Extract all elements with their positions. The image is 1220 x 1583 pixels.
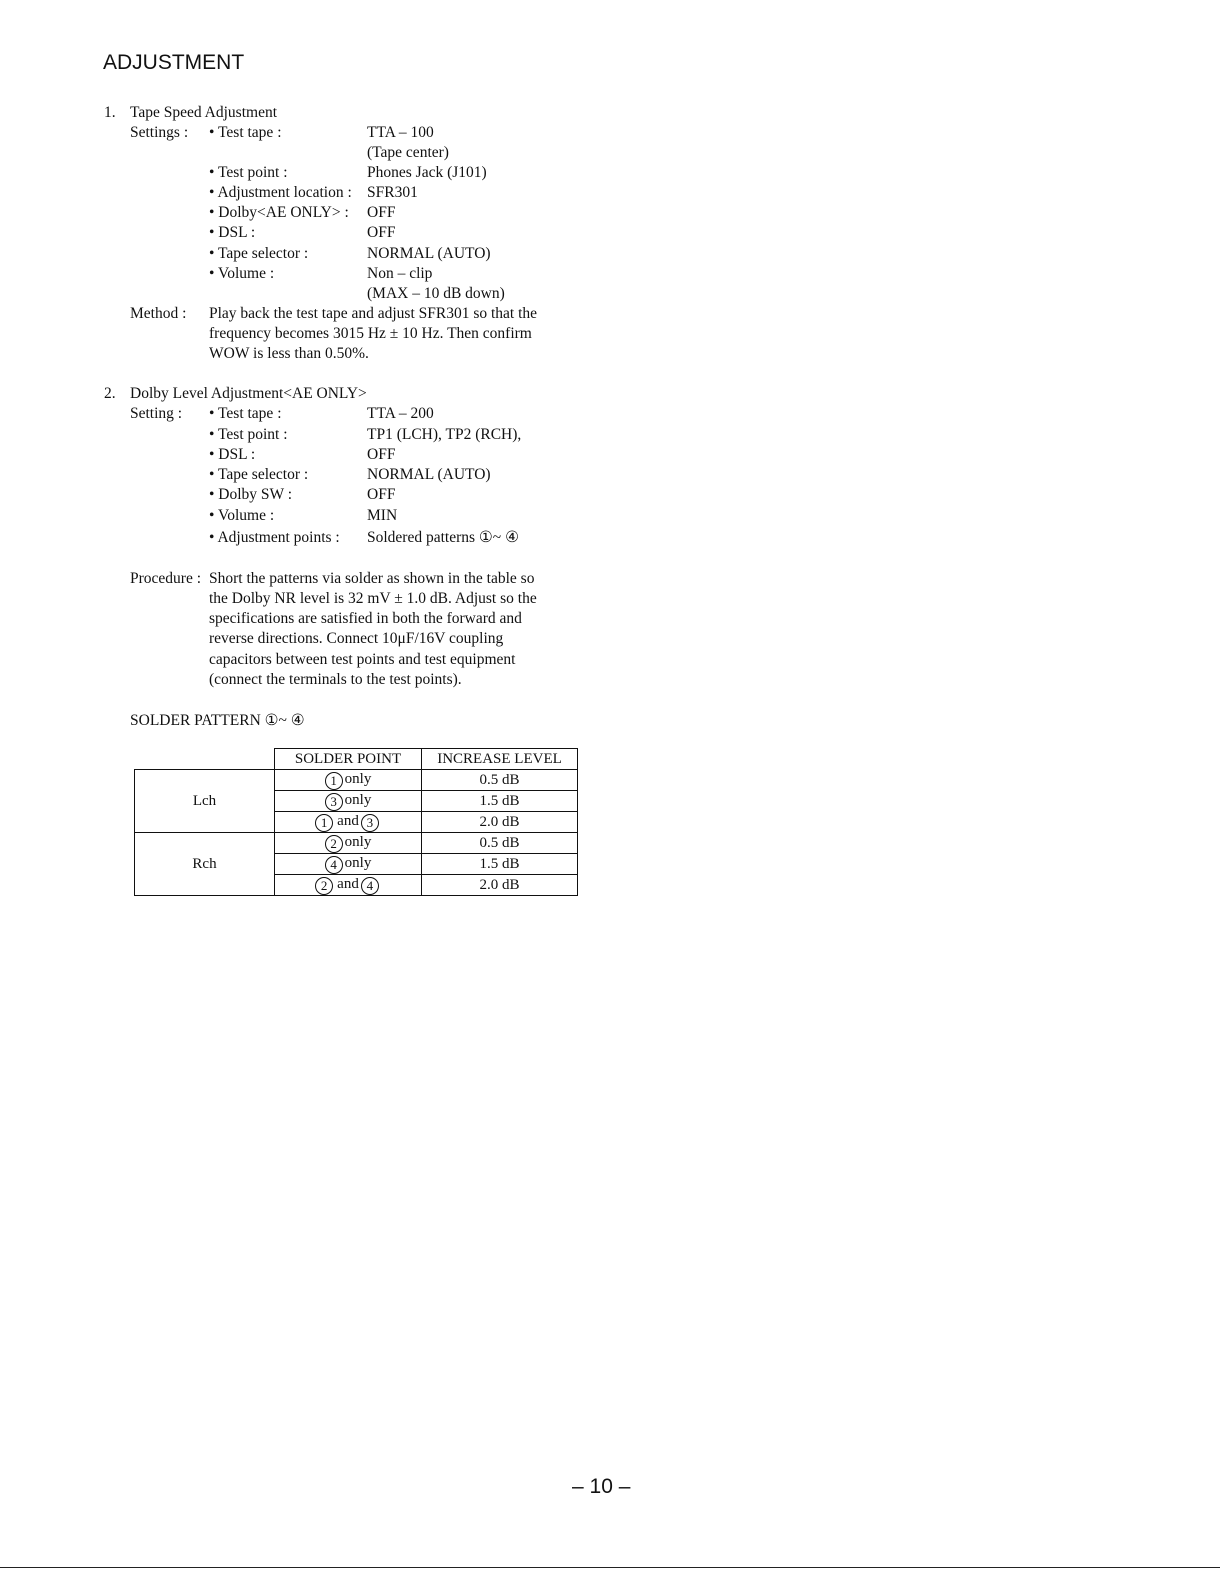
setting-label: • Test point :	[209, 426, 288, 443]
increase-level-cell: 2.0 dB	[422, 875, 578, 896]
setting-label: • DSL :	[209, 446, 256, 463]
solder-point-cell	[275, 875, 422, 896]
circled-number-icon: 4	[325, 856, 343, 874]
setting-label: Setting :	[130, 405, 183, 422]
increase-level-cell: 0.5 dB	[422, 770, 578, 791]
setting-value: TP1 (LCH), TP2 (RCH),	[367, 426, 522, 443]
setting-label: • Tape selector :	[209, 466, 309, 483]
procedure-line: reverse directions. Connect 10μF/16V coupling	[209, 630, 504, 647]
solder-suffix: only	[344, 771, 372, 787]
settings-label: Settings :	[130, 124, 189, 141]
setting-label: • Tape selector :	[209, 245, 309, 262]
solder-suffix: only	[344, 834, 372, 850]
procedure-label: Procedure :	[130, 570, 202, 587]
setting-label: • Adjustment location :	[209, 184, 352, 201]
circled-number-icon: 4	[361, 877, 379, 895]
setting-value: Non – clip	[367, 265, 433, 282]
solder-pattern-heading: SOLDER PATTERN ①~ ④	[130, 712, 305, 729]
channel-cell: Rch	[135, 833, 275, 896]
solder-conjunction: and	[337, 876, 359, 892]
section-1-number: 1.	[104, 104, 116, 121]
solder-pattern-table	[134, 748, 578, 896]
increase-level-cell: 2.0 dB	[422, 812, 578, 833]
procedure-line: the Dolby NR level is 32 mV ± 1.0 dB. Adjust so the	[209, 590, 537, 607]
circled-number-icon: 2	[325, 835, 343, 853]
increase-level-cell: 1.5 dB	[422, 791, 578, 812]
solder-suffix: only	[344, 855, 372, 871]
procedure-line: Short the patterns via solder as shown in the table so	[209, 570, 535, 587]
section-1-heading: Tape Speed Adjustment	[130, 104, 278, 121]
setting-value: SFR301	[367, 184, 418, 201]
setting-value: OFF	[367, 224, 396, 241]
table-row	[135, 833, 578, 854]
setting-value: MIN	[367, 507, 398, 524]
circled-number-icon: 3	[325, 793, 343, 811]
table-row	[135, 770, 578, 791]
increase-level-cell: 0.5 dB	[422, 833, 578, 854]
solder-suffix: only	[344, 792, 372, 808]
increase-level-cell: 1.5 dB	[422, 854, 578, 875]
channel-cell: Lch	[135, 770, 275, 833]
method-line: WOW is less than 0.50%.	[209, 345, 369, 362]
table-header-row	[135, 749, 578, 770]
page-title: ADJUSTMENT	[103, 51, 245, 74]
circled-number-icon: 1	[325, 772, 343, 790]
circled-number-icon: 3	[361, 814, 379, 832]
setting-value: (MAX – 10 dB down)	[367, 285, 505, 302]
setting-value: OFF	[367, 446, 396, 463]
column-header-solder-point: SOLDER POINT	[275, 749, 422, 770]
method-line: Play back the test tape and adjust SFR301 so that the	[209, 305, 538, 322]
setting-value: OFF	[367, 204, 396, 221]
column-header-increase-level: INCREASE LEVEL	[422, 749, 578, 770]
solder-point-cell	[275, 833, 422, 854]
setting-label: • DSL :	[209, 224, 256, 241]
procedure-line: specifications are satisfied in both the forward and	[209, 610, 522, 627]
procedure-line: capacitors between test points and test equipment	[209, 651, 516, 668]
setting-label: • Test tape :	[209, 124, 282, 141]
solder-point-cell	[275, 854, 422, 875]
solder-point-cell	[275, 812, 422, 833]
page-number: – 10 –	[572, 1475, 631, 1498]
section-2-heading: Dolby Level Adjustment<AE ONLY>	[130, 385, 367, 402]
solder-conjunction: and	[337, 813, 359, 829]
table-corner-cell	[135, 749, 275, 770]
setting-value: NORMAL (AUTO)	[367, 466, 491, 483]
setting-value: NORMAL (AUTO)	[367, 245, 491, 262]
setting-value: (Tape center)	[367, 144, 449, 161]
setting-value: Phones Jack (J101)	[367, 164, 487, 181]
setting-value: TTA – 200	[367, 405, 434, 422]
setting-value: TTA – 100	[367, 124, 434, 141]
setting-label: • Volume :	[209, 507, 275, 524]
method-label: Method :	[130, 305, 187, 322]
method-line: frequency becomes 3015 Hz ± 10 Hz. Then confirm	[209, 325, 532, 342]
page-bottom-rule	[0, 1567, 1220, 1568]
circled-number-icon: 2	[315, 877, 333, 895]
circled-number-icon: 1	[315, 814, 333, 832]
solder-point-cell	[275, 791, 422, 812]
setting-label: • Dolby SW :	[209, 486, 293, 503]
setting-label: • Volume :	[209, 265, 275, 282]
solder-point-cell	[275, 770, 422, 791]
setting-value: OFF	[367, 486, 396, 503]
setting-label: • Test tape :	[209, 405, 282, 422]
setting-label: • Adjustment points :	[209, 529, 340, 546]
setting-label: • Dolby<AE ONLY> :	[209, 204, 349, 221]
section-2-number: 2.	[104, 385, 116, 402]
setting-value: Soldered patterns ①~ ④	[367, 529, 519, 546]
setting-label: • Test point :	[209, 164, 288, 181]
procedure-line: (connect the terminals to the test points).	[209, 671, 462, 688]
